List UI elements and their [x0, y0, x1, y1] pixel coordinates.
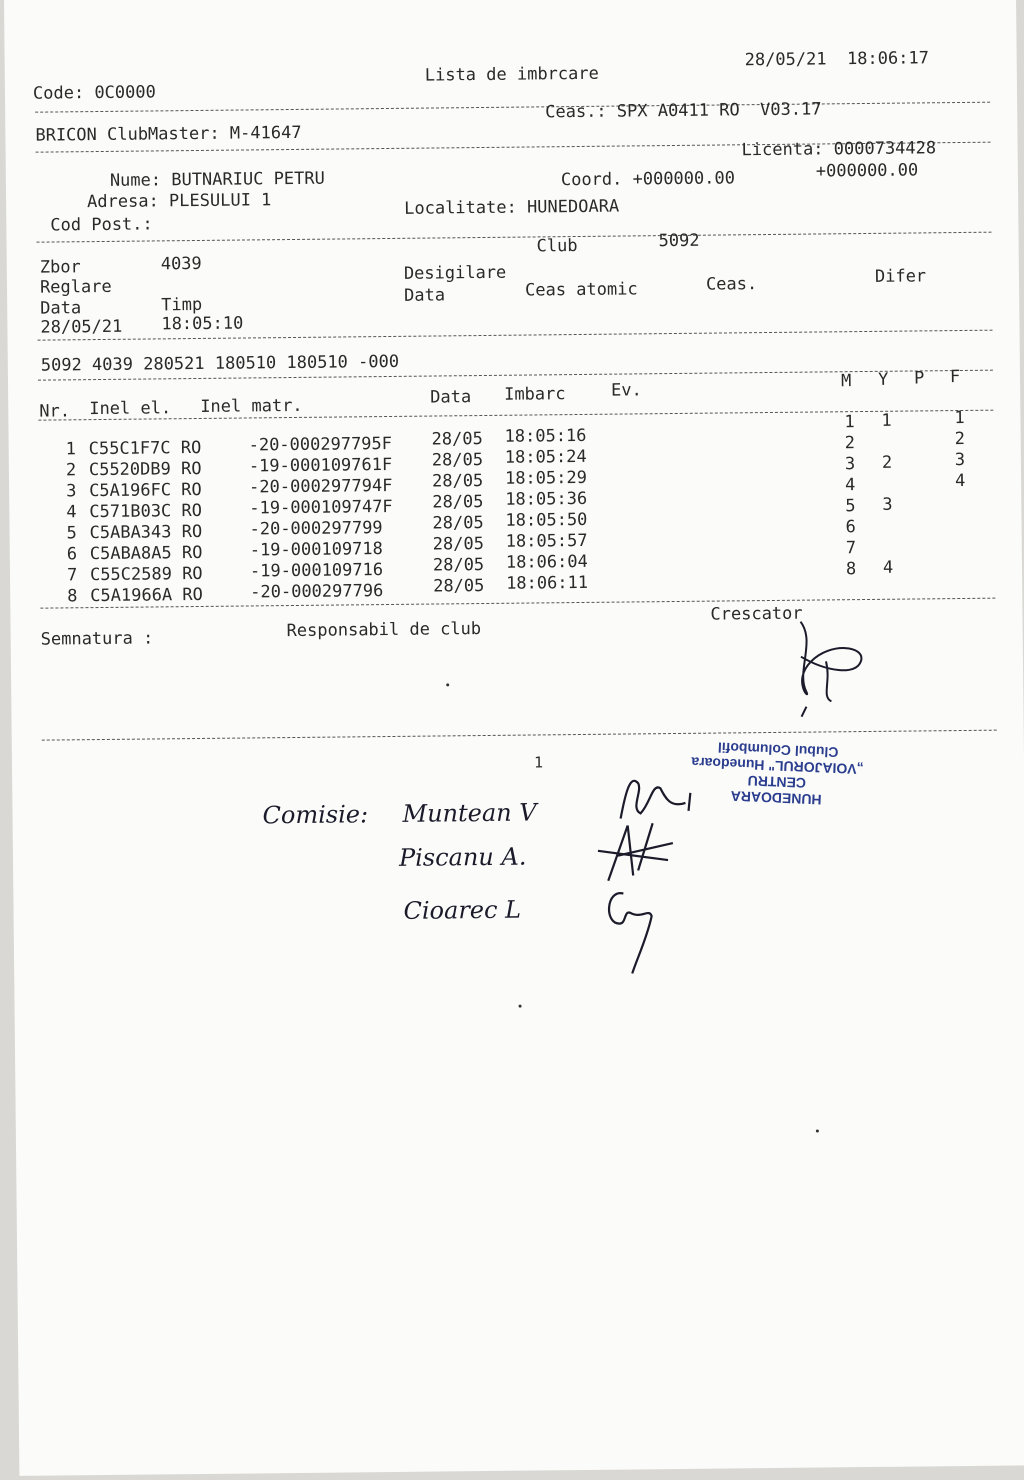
- row-inel-matr: -20-000297799: [249, 518, 383, 540]
- m-value: 8: [845, 559, 857, 580]
- y-value: 2: [881, 452, 893, 473]
- setting-time: 18:05:10: [161, 313, 244, 335]
- license-number: Licenta: 0000734428: [741, 138, 937, 161]
- f-value: 3: [954, 449, 966, 471]
- col-nr: Nr.: [39, 401, 71, 422]
- row-inel-matr: -20-000297794F: [249, 475, 393, 498]
- m-value: 3: [844, 454, 856, 475]
- m-value: 7: [845, 538, 857, 559]
- commission-member-2: Piscanu A.: [398, 842, 527, 872]
- row-inel-el: C5ABA343 RO: [89, 521, 203, 544]
- row-nr: 3: [66, 481, 77, 502]
- owner-name: Nume: BUTNARIUC PETRU: [109, 168, 325, 191]
- row-inel-el: C5A196FC RO: [89, 479, 202, 502]
- signature-label: Semnatura :: [40, 628, 154, 650]
- f-value: 2: [954, 428, 966, 450]
- breeder-signature: [770, 601, 891, 722]
- commission-label: Comisie:: [262, 800, 369, 830]
- row-imbarc: 18:05:50: [505, 509, 588, 531]
- y-value: 4: [882, 557, 894, 578]
- col-ev: Ev.: [611, 380, 642, 401]
- row-imbarc: 18:05:16: [504, 425, 587, 447]
- zbor-label: Zbor: [39, 257, 81, 278]
- row-nr: 8: [67, 586, 78, 607]
- row-data: 28/05: [431, 450, 484, 471]
- row-imbarc: 18:06:11: [506, 572, 589, 594]
- row-data: 28/05: [431, 471, 484, 492]
- row-inel-matr: -19-000109747F: [249, 496, 393, 519]
- col-data: Data: [430, 387, 472, 408]
- col-p: P: [913, 368, 925, 389]
- col-m: M: [840, 371, 852, 392]
- row-inel-el: C571B03C RO: [89, 500, 203, 523]
- print-datetime: 28/05/21 18:06:17: [744, 48, 930, 71]
- zbor-value: 4039: [160, 253, 202, 275]
- member-2-signature: [593, 815, 684, 886]
- divider: [37, 232, 992, 243]
- col-f: F: [949, 367, 961, 388]
- desigilare-label: Desigilare: [403, 262, 507, 284]
- code-label: Code: 0C0000: [32, 82, 156, 104]
- col-y: Y: [877, 369, 889, 390]
- breeder-label: Crescator: [710, 603, 803, 625]
- club-value: 5092: [658, 230, 700, 252]
- row-data: 28/05: [432, 534, 485, 555]
- row-inel-matr: -19-000109716: [249, 560, 384, 582]
- row-data: 28/05: [432, 492, 484, 513]
- locality: Localitate: HUNEDOARA: [404, 196, 620, 219]
- m-value: 6: [845, 517, 856, 538]
- row-imbarc: 18:05:24: [504, 446, 587, 468]
- row-nr: 7: [66, 565, 78, 586]
- row-nr: 6: [66, 544, 78, 565]
- stamp-line: CENTRU: [747, 772, 807, 792]
- row-inel-matr: -20-000297796: [250, 581, 384, 603]
- row-nr: 5: [66, 523, 77, 544]
- row-nr: 4: [66, 502, 77, 523]
- commission-member-1: Muntean V: [402, 798, 537, 828]
- member-3-signature: [601, 878, 662, 979]
- row-inel-el: C5ABA8A5 RO: [89, 542, 203, 565]
- row-imbarc: 18:05:29: [504, 467, 588, 489]
- stamp-line: Clubul Columbofil: [717, 739, 839, 761]
- document-title: Lista de imbrcare: [424, 63, 599, 86]
- timp-label: Timp: [161, 294, 203, 316]
- coordinates-1: Coord. +000000.00: [560, 168, 736, 191]
- owner-address: Adresa: PLESULUI 1: [87, 190, 272, 213]
- row-inel-matr: -20-000297795F: [248, 433, 393, 456]
- row-imbarc: 18:05:57: [505, 530, 588, 552]
- row-data: 28/05: [432, 555, 485, 576]
- y-value: 3: [882, 494, 893, 515]
- divider: [42, 730, 997, 741]
- stamp-line: HUNEDOARA: [730, 788, 822, 808]
- row-inel-matr: -19-000109718: [249, 539, 383, 561]
- row-inel-el: C55C2589 RO: [89, 563, 203, 586]
- clock-id: Ceas.: SPX A0411 RO V03.17: [545, 99, 822, 123]
- col-inel-matr: Inel matr.: [200, 395, 303, 417]
- stamp-line: „VOIAJORUL" Hunedoara: [691, 754, 864, 778]
- data-label: Data: [40, 298, 82, 319]
- y-value: 1: [881, 410, 892, 431]
- speck: [816, 1130, 819, 1133]
- divider: [35, 102, 990, 113]
- club-label: Club: [536, 236, 578, 257]
- clubmaster-id: BRICON ClubMaster: M-41647: [35, 122, 302, 146]
- club-stamp: [671, 738, 883, 811]
- f-value: 4: [954, 470, 966, 492]
- club-responsible-label: Responsabil de club: [286, 619, 482, 642]
- row-data: 28/05: [431, 429, 483, 450]
- row-inel-el: C55C1F7C RO: [88, 437, 202, 460]
- row-nr: 1: [65, 439, 77, 460]
- row-inel-el: C5520DB9 RO: [88, 458, 202, 481]
- row-inel-matr: -19-000109761F: [248, 454, 393, 477]
- flight-summary: 5092 4039 280521 180510 180510 -000: [40, 351, 400, 376]
- commission-member-3: Cioarec L: [403, 895, 522, 925]
- m-value: 1: [844, 412, 855, 433]
- row-imbarc: 18:06:04: [505, 551, 588, 573]
- row-data: 28/05: [432, 513, 484, 534]
- row-imbarc: 18:05:36: [505, 488, 588, 510]
- coordinates-2: +000000.00: [815, 160, 919, 182]
- speck: [446, 683, 449, 686]
- desigilare-data-label: Data: [404, 285, 446, 306]
- clock-label: Ceas.: [705, 274, 758, 295]
- atomic-clock-label: Ceas atomic: [524, 279, 638, 301]
- m-value: 4: [845, 475, 856, 496]
- setting-date: 28/05/21: [40, 316, 123, 338]
- page-number: 1: [533, 753, 544, 772]
- row-data: 28/05: [433, 576, 485, 597]
- col-imbarc: Imbarc: [504, 384, 566, 405]
- row-nr: 2: [65, 460, 77, 481]
- reglare-label: Reglare: [39, 276, 112, 298]
- row-inel-el: C5A1966A RO: [90, 584, 203, 607]
- col-inel-el: Inel el.: [89, 398, 172, 420]
- f-value: 1: [954, 407, 965, 429]
- difference-label: Difer: [874, 266, 927, 287]
- document-page: [4, 0, 1024, 1476]
- postal-code-label: Cod Post.:: [50, 214, 153, 236]
- m-value: 5: [845, 496, 856, 517]
- speck: [519, 1005, 522, 1008]
- m-value: 2: [844, 433, 856, 454]
